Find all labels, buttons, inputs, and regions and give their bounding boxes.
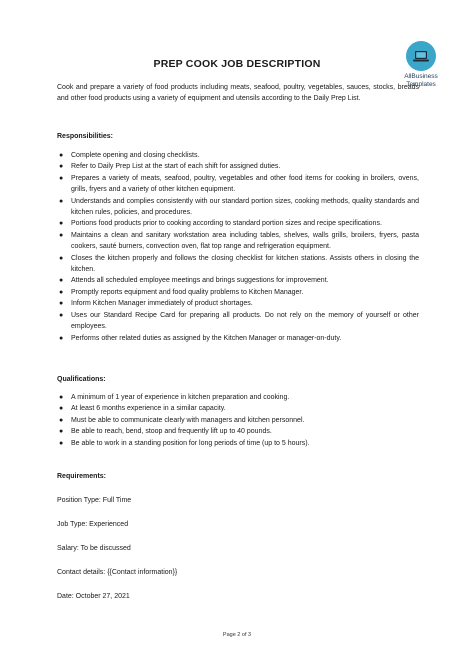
item-text: Be able to reach, bend, stoop and frequently lift up to 40 pounds. [71, 428, 272, 436]
bullet-icon: ● [59, 416, 64, 424]
document-title: PREP COOK JOB DESCRIPTION [153, 58, 321, 70]
list-item [57, 275, 419, 286]
bullet-icon: ● [59, 197, 64, 205]
list-item [57, 287, 419, 298]
logo-line-1: AllBusiness [404, 73, 438, 80]
requirements-heading: Requirements: [57, 473, 107, 480]
list-item [57, 403, 419, 414]
item-text: A minimum of 1 year of experience in kitchen preparation and cooking. [71, 394, 290, 401]
list-item [57, 310, 419, 333]
page-number: Page 2 of 3 [222, 632, 252, 638]
bullet-icon: ● [59, 231, 64, 239]
salary: Salary: To be discussed [57, 545, 131, 552]
list-item [57, 415, 419, 426]
item-text: Maintains a clean and sanitary workstation area including tables, shelves, walls grills, broilers, fryers, pasta cookers, sauté burners, convection oven, flat top range and refrigeration equipment. [71, 231, 419, 251]
bullet-icon: ● [59, 277, 64, 285]
bullet-icon: ● [59, 334, 64, 342]
intro-paragraph: Cook and prepare a variety of food products including meats, seafood, poultry, vegetables, sauces, stocks, breads and other food products using a variety of equipment and utensils according to the Daily Prep List. [57, 84, 419, 102]
bullet-icon: ● [59, 288, 64, 296]
list-item [57, 196, 419, 219]
item-text: Be able to work in a standing position for long periods of time (up to 5 hours). [71, 439, 310, 447]
bullet-icon: ● [59, 300, 64, 308]
bullet-icon: ● [59, 405, 64, 413]
requirements-section [57, 471, 419, 615]
list-item [57, 438, 419, 449]
item-text: Portions food products prior to cooking according to standard portion sizes and recipe specifications. [71, 220, 382, 228]
bullet-icon: ● [59, 152, 64, 159]
list-item [57, 333, 419, 344]
item-text: Understands and complies consistently with our standard portion sizes, cooking methods, quality standards and kitchen rules, policies, and procedures. [71, 197, 419, 217]
list-item [57, 150, 419, 161]
list-item [57, 426, 419, 437]
list-item [57, 392, 419, 403]
bullet-icon: ● [59, 311, 64, 319]
bullet-icon: ● [59, 220, 64, 228]
item-text: Must be able to communicate clearly with managers and kitchen personnel. [71, 416, 305, 424]
responsibilities-heading: Responsibilities: [57, 133, 114, 140]
job-type: Job Type: Experienced [57, 521, 129, 528]
qualifications-heading: Qualifications: [57, 376, 106, 383]
bullet-icon: ● [59, 394, 64, 401]
item-text: Inform Kitchen Manager immediately of product shortages. [71, 300, 253, 308]
logo-line-2: Templates [406, 80, 436, 88]
date: Date: October 27, 2021 [57, 593, 130, 600]
list-item [57, 161, 419, 172]
item-text: Promptly reports equipment and food quality problems to Kitchen Manager. [71, 288, 304, 296]
list-item [57, 218, 419, 229]
position-type: Position Type: Full Time [57, 497, 132, 504]
item-text: Refer to Daily Prep List at the start of each shift for assigned duties. [71, 163, 281, 171]
item-text: Uses our Standard Recipe Card for preparing all products. Do not rely on the memory of yourself or other employees. [71, 311, 419, 331]
bullet-icon: ● [59, 439, 64, 447]
bullet-icon: ● [59, 254, 64, 262]
responsibilities-list [57, 150, 419, 344]
item-text: Attends all scheduled employee meetings and brings suggestions for improvement. [71, 277, 329, 285]
bullet-icon: ● [59, 174, 64, 182]
bullet-icon: ● [59, 163, 64, 171]
qualifications-list [57, 392, 419, 449]
item-text: Complete opening and closing checklists. [71, 152, 200, 159]
list-item [57, 253, 419, 276]
list-item [57, 173, 419, 196]
contact-details: Contact details: {{Contact information}} [57, 569, 178, 576]
item-text: At least 6 months experience in a similar capacity. [71, 405, 226, 413]
item-text: Closes the kitchen properly and follows the closing checklist for kitchen stations. Assists others in closing the kitchen. [71, 254, 419, 274]
list-item [57, 298, 419, 309]
item-text: Prepares a variety of meats, seafood, poultry, vegetables and other food items for cooking in broilers, ovens, grills, fryers and a variety of other kitchen equipment. [71, 174, 419, 194]
bullet-icon: ● [59, 428, 64, 436]
item-text: Performs other related duties as assigned by the Kitchen Manager or manager-on-duty. [71, 334, 342, 342]
list-item [57, 230, 419, 253]
